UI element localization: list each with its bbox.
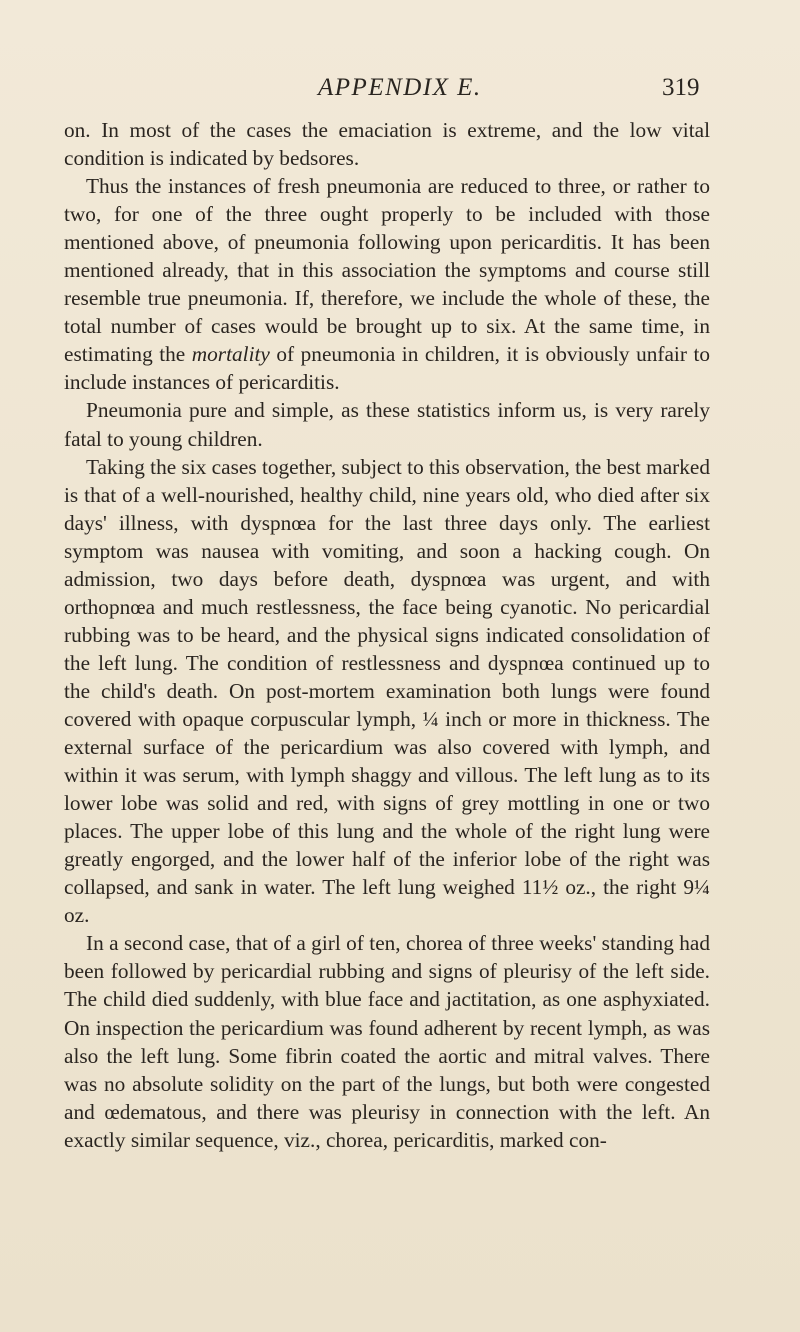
paragraph-3 [64,396,710,452]
paragraph-2-text: Thus the instances of fresh pneumonia are reduced to three, or rather to two, for one of the three ought properly to be included with those mentioned above, of pneumonia following upon pericarditis. It has been mentioned already, that in this association the symptoms and course still resemble true pneumonia. If, therefore, we include the whole of these, the total number of cases would be brought up to six. At the same time, in estimating the [64,174,710,367]
body-text [64,116,710,1154]
paragraph-1-text: on. In most of the cases the emaciation is extreme, and the low vital condition is indicated by bedsores. [64,118,710,171]
paragraph-5 [64,929,710,1153]
paragraph-2 [64,172,710,396]
paragraph-4-text: Taking the six cases together, subject to this observation, the best marked is that of a well-nourished, healthy child, nine years old, who died after six days' illness, with dyspnœa for the last three days only. The earliest symptom was nausea with vomiting, and soon a hacking cough. On admission, two days before death, dyspnœa was urgent, and with orthopnœa and much restlessness, the face being cyanotic. No pericardial rubbing was to be heard, and the physical signs indicated consolidation of the left lung. The condition of restlessness and dyspnœa continued up to the child's death. On post-mortem examination both lungs were found covered with opaque corpuscular lymph, ¼ inch or more in thickness. The external surface of the pericardium was also covered with lymph, and within it was serum, with lymph shaggy and villous. The left lung as to its lower lobe was solid and red, with signs of grey mottling in one or two places. The upper lobe of this lung and the whole of the right lung were greatly engorged, and the lower half of the inferior lobe of the right was collapsed, and sank in water. The left lung weighed 11½ oz., the right 9¼ oz. [64,454,710,928]
running-title: APPENDIX E. [318,74,482,101]
paragraph-4 [64,453,710,930]
paragraph-5-text: In a second case, that of a girl of ten, chorea of three weeks' standing had been followed by pericardial rubbing and signs of pleurisy of the left side. The child died suddenly, with blue face and jactitation, as one asphyxiated. On inspection the pericardium was found adherent by recent lymph, as was also the left lung. Some fibrin coated the aortic and mitral valves. There was no absolute solidity on the part of the lungs, but both were congested and œdematous, and there was pleurisy in connection with the left. An exactly similar sequence, viz., chorea, pericarditis, marked con- [64,931,710,1152]
paragraph-3-text: Pneumonia pure and simple, as these statistics inform us, is very rarely fatal to young children. [64,398,710,451]
paragraph-2-text-after: of pneumonia in children, it is obviously unfair to include instances of pericarditis. [64,342,711,395]
page-header [0,72,800,112]
page-number: 319 [662,74,700,101]
italic-word: mortality [191,342,270,367]
paragraph-1 [64,116,710,172]
